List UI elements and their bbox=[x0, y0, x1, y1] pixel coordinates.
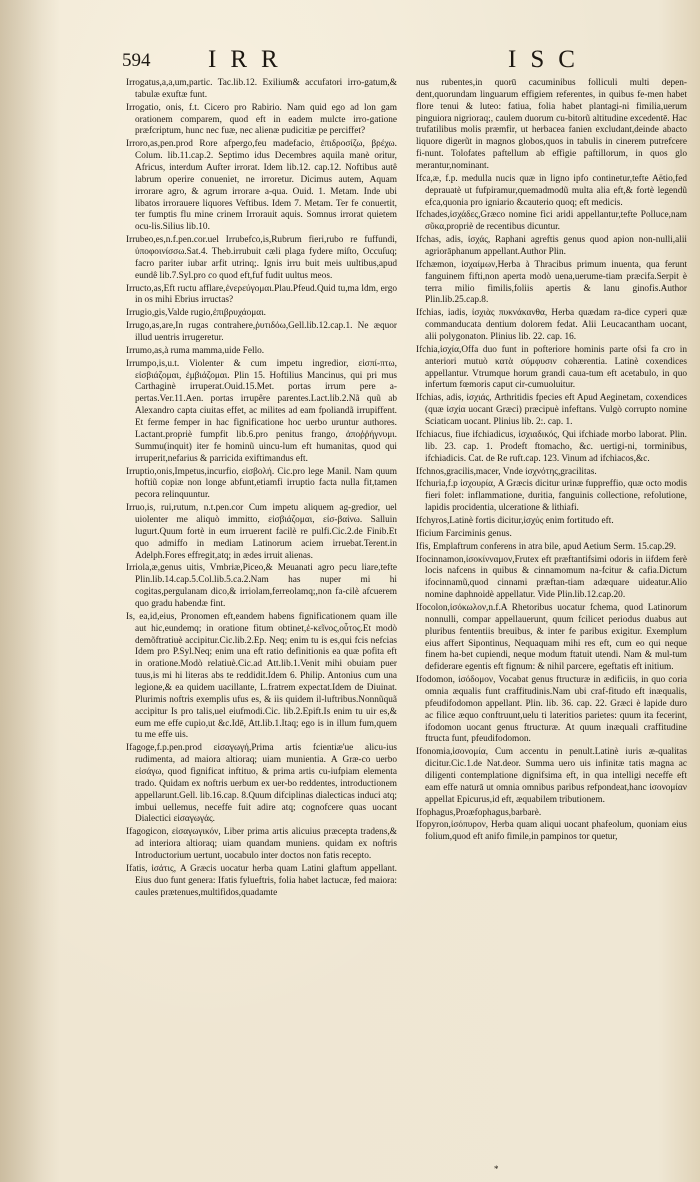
signature-mark: * bbox=[494, 1164, 499, 1174]
dictionary-entry: Ifopyron,ἰσόπυρον, Herba quam aliqui uocant phafeolum, quoniam eius folium,quod eft anifo fimile,in pampinos tor quetur, bbox=[416, 820, 687, 843]
right-column bbox=[416, 78, 687, 845]
dictionary-entry: Is, ea,id,eius, Pronomen eft,eandem habens fignificationem quam ille aut hic,eundemq; in oratione fitum obtinet,ἐ-κεῖνος,οὗτος.Et modò demõftratiuè accipitur.Cic.lib.2.Ep. Neq; enim tu is es,qui fcis nefcias Idem pro P.Syl.Neq; enim una eft ratio definitionis ea quæ pofita eft in oratione.Modò relatiuè.Cic.ad Att.lib.1.Venit mihi obuiam puer tuus,is mi hi literas abs te reddidit.Idem 6. Philip. Antonius cum una legione,& ea quidem uacillante, L.fratrem expectat.Idem de Diuinat. Plurimis noftris exemplis ufus es, & iis quidem il-luftribus.Nonnũquã accipitur Is pro talis,uel eiufmodi.Cic. lib.2.Epift.Is enim tu uir es,& eum me effe cupio,ut &c.Idē, Att.lib.1.Itaq; ego is in illum fum,quem tu me effe uis. bbox=[126, 611, 397, 741]
left-column bbox=[126, 78, 397, 900]
dictionary-entry: Ifchnos,gracilis,macer, Vnde ἰσχνότης,gracilitas. bbox=[416, 466, 597, 477]
dictionary-entry: Irrogatio, onis, f.t. Cicero pro Rabirio. Nam quid ego ad lon gam orationem comparem, quod eft in eadem mulcte irro-gatione præfcriptum, hunc nec fuæ, nec alienæ pudicitiæ pe perciffet? bbox=[126, 102, 397, 137]
dictionary-entry: Irriola,æ,genus uitis, Vmbriæ,Piceo,& Meuanati agro pecu liare,tefte Plin.lib.14.cap.5.Col.lib.5.ca.2.Nam has nuper mi hi cogitas,pergulanam dico,& irriolam,ferreolamq;,non fa-cilè afcuerem quo gradu habendæ fint. bbox=[126, 563, 397, 609]
page-number: 594 bbox=[122, 50, 151, 71]
dictionary-entry: Irrugo,as,are,In rugas contrahere,ῥυτιδόω,Gell.lib.12.cap.1. Ne æquor illud uentris irrugeretur. bbox=[126, 321, 397, 344]
dictionary-entry: Ifocolon,ἰσόκωλον,n.f.A Rhetoribus uocatur fchema, quod Latinorum nonnulli, compar appellauerunt, quum fcilicet periodus duabus aut pluribus fententiis breuibus, & inter fe paribus exigitur. Exemplum eius affert Sipontinus, Nequaquam mihi res eft, cum eo qui neque finem ha-bet cupiendi, neque modum ftatuit utendi. Nam & mul-tum defiderare egentis eft fignum: & nihil parcere, egeftatis eft initium. bbox=[416, 602, 687, 673]
dictionary-entry: Irrubeo,es,n.f.pen.cor.uel Irrubefco,is,Rubrum fieri,rubo re fuffundi, ὑποφοινίσσω.Sat.4. Theb.irrubuit cæli plaga fydere miſto, Occuſuq; facro pariter iubar arfit utrinq;. Ignis irru buit meis uultibus,apud eundê lib.7.Syl.pro co quod eft,fuf fudit uultus meos. bbox=[126, 235, 397, 281]
dictionary-entry: Ifis, Emplaftrum conferens in atra bile, apud Aetium Serm. 15.cap.29. bbox=[416, 541, 676, 552]
dictionary-entry: Irrumo,as,à ruma mamma,uide Fello. bbox=[126, 345, 265, 356]
dictionary-entry: Ifchiacus, fiue ifchiadicus, ἰσχιαδικός, Qui ifchiade morbo laborat. Plin. lib. 23. cap. 1. Prodeft ftomacho, &c. uertigi-ni, torminibus, ifchiadicis. Cat. de Re ruft.cap. 123. Vinum ad ifchiacos,&c. bbox=[416, 429, 687, 464]
dictionary-entry: Irruo,is, rui,rutum, n.t.pen.cor Cum impetu aliquem ag-gredior, uel uiolenter me aliquò immitto, εἰσβιάζομαι, εἰσ-βαίνω. Salluin lugurt.Quum fortè in eum irruerent facilè re pulfi.Cic.2.de Finib.Et quo admiffo in mediam Latinorum aciem irruebat.Terent.in Adelph.Fores effregit,atq; in ædes irruit alienas. bbox=[126, 503, 397, 561]
dictionary-entry: nus rubentes,in quorū cacuminibus folliculi multi depen-dent,quorundam linguarum effigiem referentes, in quibus fe-men habet flore tenui & luteo: fatiua, folia habet plantagi-ni fimilia,uerum pinguiora nigrioraq;, caulem duorum cu-bitorũ altitudine excedentē. Hac trufatilibus molis præmfir, ut herbacea fanien excludant,deinde abacto liquore digerũt in magnos globos,quos in tabulis in cinerem putrefcere fi-nunt. Tolofates paftellum ab effigie paftillorum, in quos glo merantur,nominant. bbox=[416, 78, 687, 172]
dictionary-entry: Ifophagus,Proæfophagus,barbarè. bbox=[416, 807, 542, 818]
running-head-left: IRR bbox=[208, 46, 292, 73]
dictionary-entry: Ifagogicon, εἰσαγωγικόν, Liber prima artis alicuius præcepta tradens,& ad interiora altioraq; uiam quandam muniens. quidam ex noftris Introductorium uertunt, uocabulo inter doctos non fatis recepto. bbox=[126, 827, 397, 861]
running-head-right: ISC bbox=[508, 46, 589, 73]
dictionary-entry: Ifchæmon, ἰσχαίμων,Herba à Thracibus primum inuenta, qua ferunt fanguinem fifti,non aperta modò uena,uerume-tiam præcifa.Serpit è terra milio fimilis,foliis apertis & lanu ginofis.Author Plin.lib.25.cap.8. bbox=[416, 259, 687, 306]
dictionary-entry: Irrogatus,a,a,um,partic. Tac.lib.12. Exilium& accufatori irro-gatum,& tabulæ exuftæ funt. bbox=[126, 78, 397, 100]
dictionary-entry: Ifchades,ἰσχάδες,Græco nomine fici aridi appellantur,tefte Polluce,nam σῦκα,propriè de recentibus dicuntur. bbox=[416, 210, 687, 233]
dictionary-entry: Ifca,æ, f.p. medulla nucis quæ in ligno ipfo continetur,tefte Aëtio,fed deprauatè ut fufpiramur,quemadmodũ multa alia eft,& fortè legendũ efca,quonia pro igniario &cauterio quoq; eft medicis. bbox=[416, 173, 687, 208]
dictionary-entry: Ifocinnamon,ἰσοκίνναμον,Frutex eft præftantifsimi odoris in iifdem ferè locis nafcens in quibus & cinnamomum na-fcitur & cafia.Dictum ifocinnamũ,quod cinnami præftan-tiam adæquare uideatur.Alio nomine daphnoidè appellatur. Vide Plin.lib.12.cap.20. bbox=[416, 554, 687, 601]
dictionary-entry: Ifchias, adis, ἰσχιάς, Arthritidis fpecies eft Apud Aeginetam, coxendices (quæ ἰσχία uocant Græci) præcipuè infeftans. Vulgò corrupto nomine Sciaticam uocant. Plinius lib. 2:. cap. 1. bbox=[416, 393, 687, 428]
dictionary-entry: Ifchas, adis, ἰσχάς, Raphani agreftis genus quod apion non-nulli,alii agriorāphanum appellant.Author Plin. bbox=[416, 235, 687, 258]
dictionary-entry: Ifchia,ἰσχία,Offa duo funt in pofteriore hominis parte ofsi fa cro in anteriori mutuò κατὰ σύμφυσιν cohærentia. Latinè coxendices appellantur. Vtrumque horum grandi caua-tum eft acetabulo, in quo infertum fœmoris caput cir-cumuoluitur. bbox=[416, 344, 687, 391]
dictionary-entry: Ifodomon, ἰσόδομον, Vocabat genus ftructuræ in ædificiis, in quo coria omnia æqualis funt craffitudinis.Nam ubi craf-fitudo eft inæqualis, pfeudifodomon appellant. Plin. lib. 36. cap. 22. Græci è lapide duro ac filice æquo conftruunt,uelu ti lateritios parietes: quum ita fecerint, ifodomon uocant genus ftructuræ. At quum inæquali craffitudine ftructa funt, pfeudifodomon. bbox=[416, 675, 687, 745]
dictionary-entry: Ificium Farciminis genus. bbox=[416, 528, 512, 539]
dictionary-entry: Ifchyros,Latinè fortis dicitur,ἰσχύς enim fortitudo eft. bbox=[416, 515, 614, 526]
dictionary-entry: Irructo,as,Eft ructu afflare,ἐνερεύγομαι.Plau.Pfeud.Quid tu,ma ldm, ergo in os mihi Ebrius irructas? bbox=[126, 283, 397, 306]
dictionary-entry: Irrumpo,is,u.t. Violenter & cum impetu ingredior, εἰσπί-πτω, εἰσβιάζομαι, ἐμβιάζομαι. Plin 15. Hoftilius Mancinus, qui pri mus Carthaginè irruperat.Ouid.15.Met. portas irrum pere a-pertas.Ver.11.Aen. portas irrupêre parentes.Lact.lib.2.Nã quũ ab Alexandro capta ciuitas effet, ac milites ad eam fpoliandã irrupiffent. Et ferme femper in hac fignificatione hoc uerbo uruntur authores. Lactant.propriè fumpfit lib.6.pro penitus frango, ἀποῤῥήγνυμι. Summu(inquit) iter fe hominũ uincu-lum eft humanitas, quod qui irruperit,nefarius & parricida exiftimandus eft. bbox=[126, 358, 397, 464]
dictionary-entry: Ifchias, iadis, ἰσχιὰς πυκνάκανθα, Herba quædam ra-dice cyperi quæ commanducata dentium dolorem fedat. Alii Leucacantham uocant, alii polygonaton. Plinius lib. 22. cap. 16. bbox=[416, 308, 687, 343]
gutter-shadow bbox=[0, 0, 60, 1182]
dictionary-entry: Ifchuria,f.p ἰσχουρία, A Græcis dicitur urinæ fuppreffio, quæ octo modis fieri folet: inflammatione, duritia, fanguinis collectione, refolutione, lapidis procidentia, ulceratione & lithiafi. bbox=[416, 479, 687, 514]
dictionary-entry: Ifonomia,ἰσονομία, Cum accentu in penult.Latinè iuris æ-qualitas dicitur.Cic.1.de Nat.deor. Summa uero uis infinitæ tatis magna ac diligenti contemplatione dignifsima eft, in qua intelligi neceffe eft eam effe naturā ut omnia omnibus paribus refpondeat,hanc ἰσονομίαν appellat Epicurus,id eft, æquabilem tributionem. bbox=[416, 747, 687, 805]
dictionary-entry: Ifatis, ἰσάτις, A Græcis uocatur herba quam Latini glaftum appellant. Eius duo funt genera: Ifatis fylueftris, folia habet lactucæ, fed maiora: caules prætenues,multifidos,quadamte bbox=[126, 863, 397, 898]
dictionary-entry: Irrugio,gis,Valde rugio,ἐπιβρυχάομαι. bbox=[126, 308, 266, 319]
dictionary-entry: Irruptio,onis,Impetus,incurfio, εἰσβολή. Cic.pro lege Manil. Nam quum hoftiũ copiæ non longe abfunt,etiamfi irruptio facta nulla fit,tamen pecora relinquuntur. bbox=[126, 466, 397, 501]
dictionary-entry: Irroro,as,pen.prod Rore afpergo,feu madefacio, ἐπιδροσίζω, βρέχω. Colum. lib.11.cap.2. Septimo idus Decembres aquila manè oritur, Africus, interdum Aufter irrorat. Idem lib.12. cap.12. Noftibus autê labrum operire conueniet, ne irroretur. Dicimus autem, Aquam irrorare agro, & agrum irrorare a-qua. Ouid. 1. Metam. Inde ubi libatos irrorauere liquores Veftibus. Idem 7. Metam. Ter fe conuertit, ter fumptis flu mine crinem Irrorauit aquis. Somnus irrorat quietem ocu-lis.Silius lib.10. bbox=[126, 139, 397, 233]
dictionary-entry: Ifagoge,f.p.pen.prod εἰσαγωγή,Prima artis fcientiæ'ue alicu-ius rudimenta, ad maiora altioraq; uiam munientia. A Græ-co uerbo εἰσάγω, quod fignificat inftituo, & prima artis cu-iufpiam elementa trado. Quidam ex noftris uerbum ex uer-bo reddentes, introductionem appellarunt.Gell. lib.16.cap. 8.Quum difciplinas dialecticas induci atq; imbui uellemus, neceffe fuit adire atq; cognofcere quas uocant Dialectici εἰσαγωγάς. bbox=[126, 743, 397, 825]
